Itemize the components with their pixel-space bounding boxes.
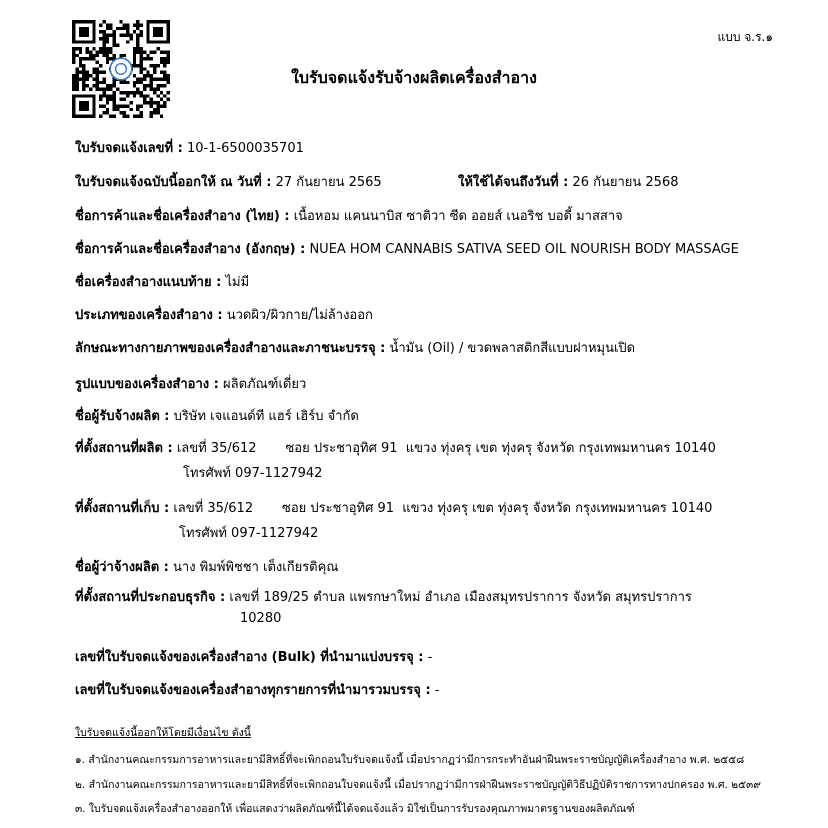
condition-1: ๑. สำนักงานคณะกรรมการอาหารและยามีสิทธิ์ที่จะเพิกถอนใบรับจดแจ้งนี้ เมื่อปรากฏว่ามีการกระทำอันฝ่าฝืนพระราชบัญญัติเครื่องสำอาง พ.ศ. ๒๕๕๘ [75,754,745,766]
combined-row [75,679,439,700]
physical-row [75,337,635,358]
expiry-date: 26 กันยายน 2568 [572,175,679,190]
format-label: รูปแบบของเครื่องสำอาง : [75,377,219,392]
business-postcode: 10280 [240,611,282,626]
appendix-name: ไม่มี [225,275,250,290]
notification-number: 10-1-6500035701 [186,141,304,156]
format-row [75,373,306,394]
issue-date: 27 กันยายน 2565 [275,175,382,190]
business-label: ที่ตั้งสถานที่ประกอบธุรกิจ : [75,590,226,605]
issue-date-row [75,171,382,192]
notification-number-row [75,137,304,158]
bulk-label: เลขที่ใบรับจดแจ้งของเครื่องสำอาง (Bulk) ที่นำมาแบ่งบรรจุ : [75,650,424,665]
name-english-row [75,238,739,259]
physical-label: ลักษณะทางกายภาพของเครื่องสำอางและภาชนะบรรจุ : [75,341,386,356]
format-value: ผลิตภัณฑ์เดี่ยว [223,377,307,392]
physical-value: น้ำมัน (Oil) / ขวดพลาสติกสีแบบฝาหมุนเปิด [389,341,636,356]
hirer-name: นาง พิมพ์พิชชา เต็งเกียรติคุณ [173,560,339,575]
factory-row [75,437,716,458]
cosmetic-type-row [75,304,373,325]
condition-2: ๒. สำนักงานคณะกรรมการอาหารและยามีสิทธิ์ที่จะเพิกถอนใบจดแจ้งนี้ เมื่อปรากฏว่ามีการฝ่าฝืนพระราชบัญญัติวิธีปฏิบัติราชการทางปกครอง พ.ศ. ๒๕๓๙ [75,779,761,791]
notification-number-label: ใบรับจดแจ้งเลขที่ : [75,141,183,156]
name-english: NUEA HOM CANNABIS SATIVA SEED OIL NOURISH BODY MASSAGE [309,242,739,257]
storage-row [75,497,712,518]
factory-phone: โทรศัพท์ 097-1127942 [183,466,323,481]
expiry-date-row [458,171,679,192]
manufacturer-row [75,405,359,426]
factory-label: ที่ตั้งสถานที่ผลิต : [75,441,173,456]
cosmetic-type: นวดผิว/ผิวกาย/ไม่ล้างออก [226,308,373,323]
storage-address: เลขที่ 35/612 ซอย ประชาอุทิศ 91 แขวง ทุ่งครุ เขต ทุ่งครุ จังหวัด กรุงเทพมหานคร 10140 [173,501,713,516]
form-code: แบบ จ.ร.๑ [717,30,773,44]
business-row [75,586,692,607]
expiry-date-label: ให้ใช้ได้จนถึงวันที่ : [458,175,569,190]
appendix-name-row [75,271,249,292]
name-thai: เนื้อหอม แคนนาบิส ซาติวา ซีด ออยส์ เนอริช บอดี้ มาสสาจ [293,209,623,224]
hirer-row [75,556,338,577]
document-title: ใบรับจดแจ้งรับจ้างผลิตเครื่องสำอาง [291,68,537,87]
name-thai-label: ชื่อการค้าและชื่อเครื่องสำอาง (ไทย) : [75,209,290,224]
storage-label: ที่ตั้งสถานที่เก็บ : [75,501,170,516]
combined-value: - [434,683,440,698]
conditions-heading: ใบรับจดแจ้งนี้ออกให้โดยมีเงื่อนไข ดังนี้ [75,727,251,739]
storage-phone: โทรศัพท์ 097-1127942 [179,526,319,541]
cosmetic-type-label: ประเภทของเครื่องสำอาง : [75,308,223,323]
combined-label: เลขที่ใบรับจดแจ้งของเครื่องสำอางทุกรายการที่นำมารวมบรรจุ : [75,683,431,698]
bulk-value: - [427,650,433,665]
issue-date-label: ใบรับจดแจ้งฉบับนี้ออกให้ ณ วันที่ : [75,175,272,190]
manufacturer-name: บริษัท เจแอนด์ที แฮร์ เฮิร์บ จำกัด [173,409,359,424]
factory-address: เลขที่ 35/612 ซอย ประชาอุทิศ 91 แขวง ทุ่งครุ เขต ทุ่งครุ จังหวัด กรุงเทพมหานคร 10140 [176,441,716,456]
business-address: เลขที่ 189/25 ตำบล แพรกษาใหม่ อำเภอ เมืองสมุทรปราการ จังหวัด สมุทรปราการ [229,590,692,605]
hirer-label: ชื่อผู้ว่าจ้างผลิต : [75,560,169,575]
name-thai-row [75,205,623,226]
manufacturer-label: ชื่อผู้รับจ้างผลิต : [75,409,170,424]
appendix-name-label: ชื่อเครื่องสำอางแนบท้าย : [75,275,222,290]
condition-3: ๓. ใบรับจดแจ้งเครื่องสำอางออกให้ เพื่อแสดงว่าผลิตภัณฑ์นี้ได้จดแจ้งแล้ว มิใช่เป็นการรับรองคุณภาพมาตรฐานของผลิตภัณฑ์ [75,803,635,815]
name-english-label: ชื่อการค้าและชื่อเครื่องสำอาง (อังกฤษ) : [75,242,306,257]
bulk-row [75,646,432,667]
